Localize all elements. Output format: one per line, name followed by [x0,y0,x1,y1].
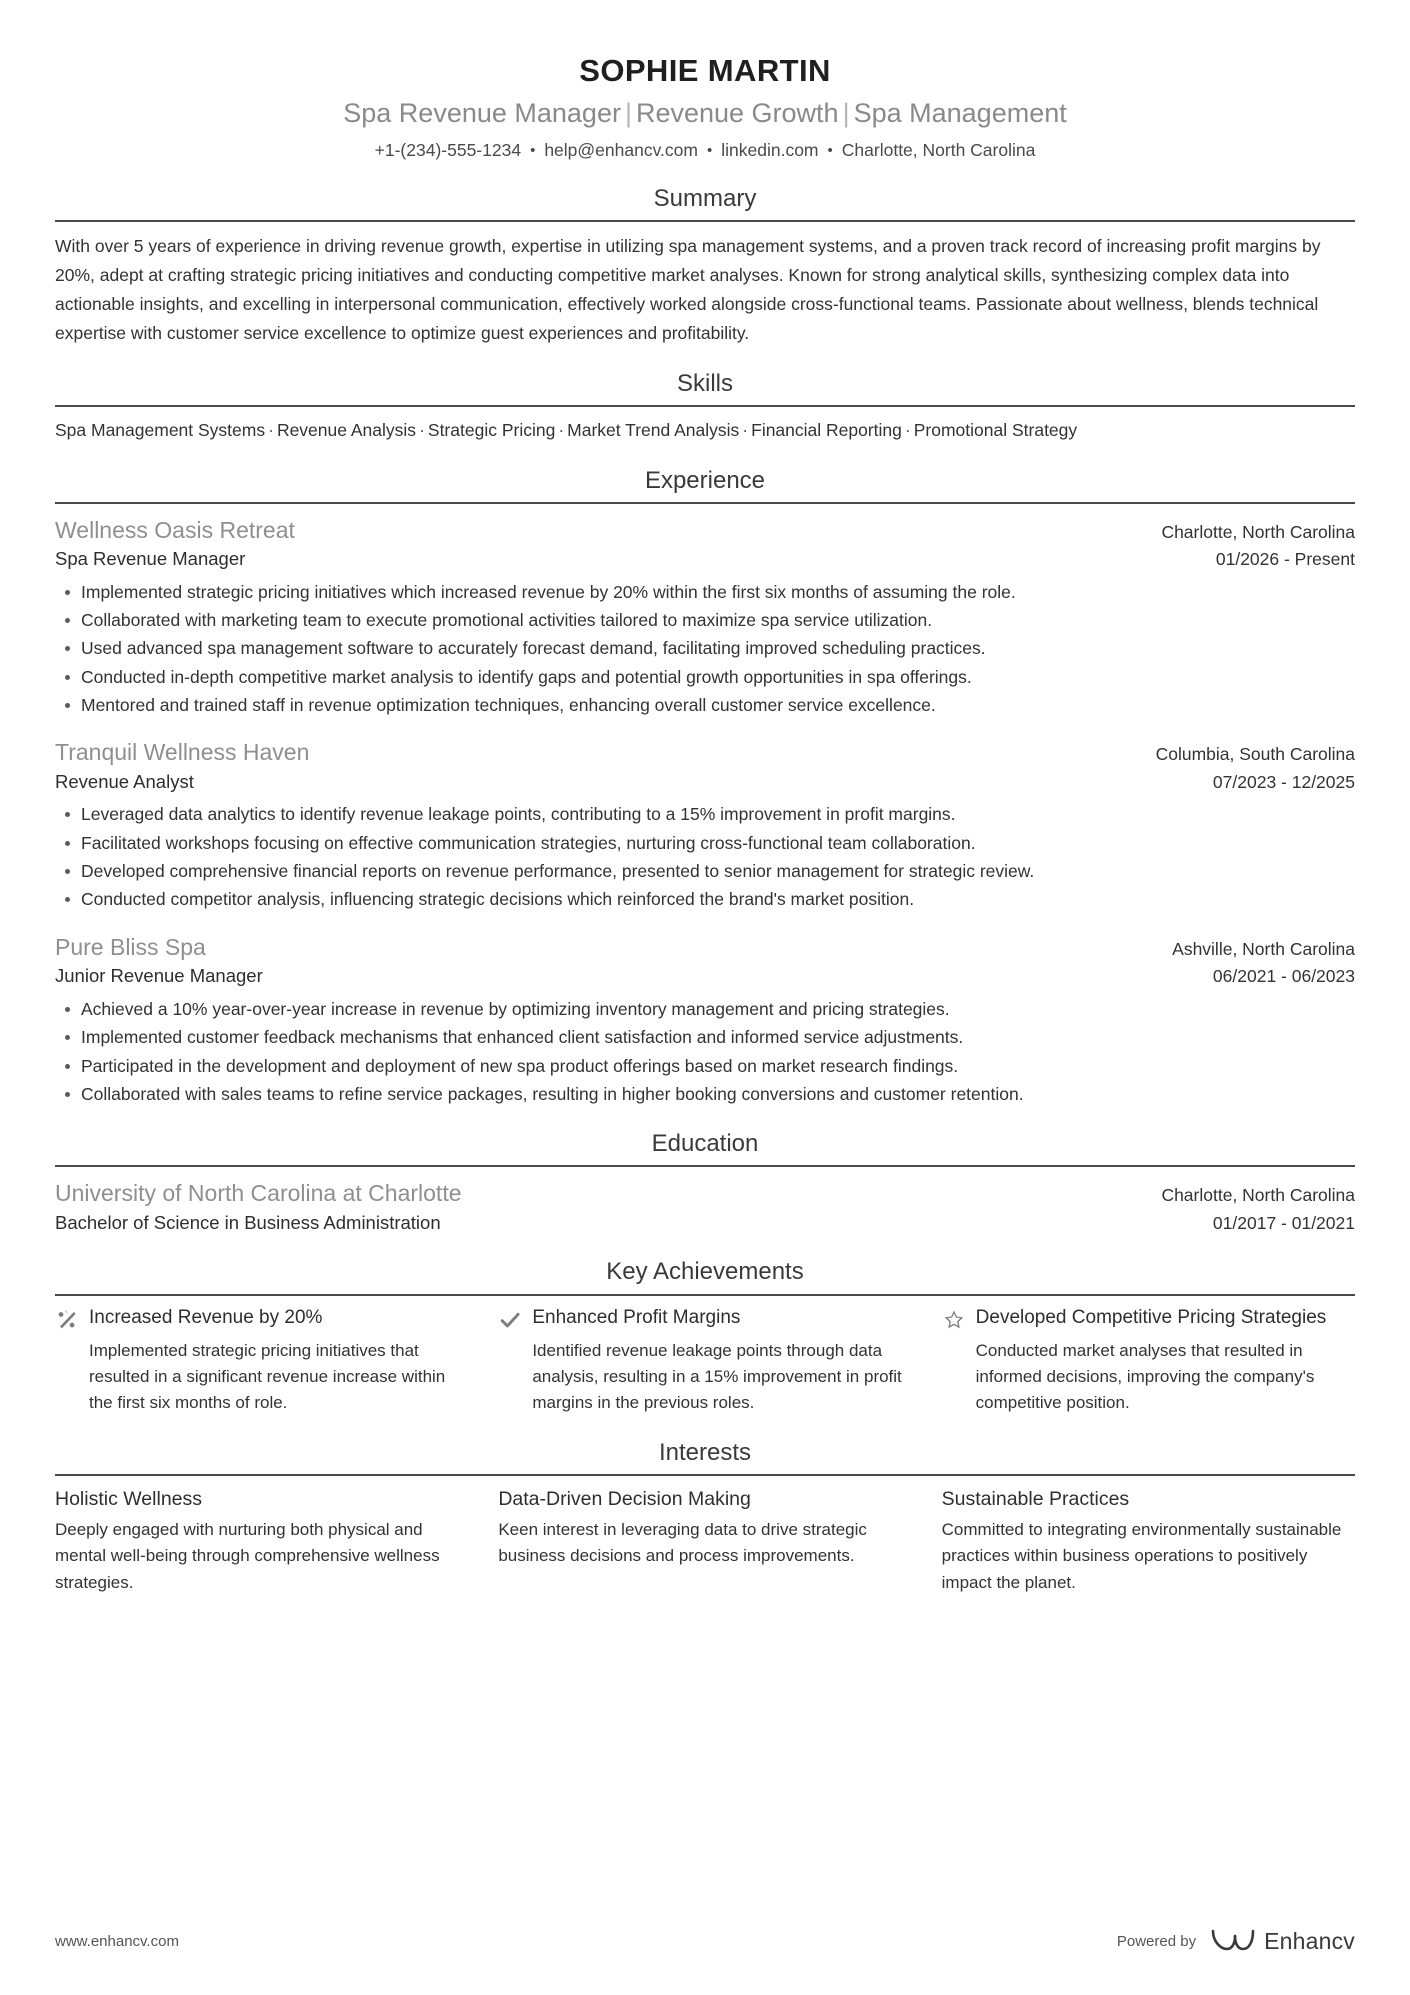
experience-role-row [55,546,1355,573]
section-divider [55,1165,1355,1167]
section-divider [55,502,1355,504]
skill-item: Strategic Pricing [427,420,556,441]
contact-line [55,138,1355,163]
section-divider [55,220,1355,222]
experience-bullet: Implemented strategic pricing initiatives which increased revenue by 20% within the first six months of assuming the role. [55,578,1355,606]
experience-bullet: Conducted competitor analysis, influencing strategic decisions which reinforced the brand's market position. [55,885,1355,913]
skill-separator: · [558,420,565,441]
key-achievement-title: Increased Revenue by 20% [89,1306,323,1328]
experience-company: Pure Bliss Spa [55,933,206,960]
footer-website-link[interactable]: www.enhancv.com [55,1933,179,1950]
experience-company-row [55,931,1355,963]
interest-title: Sustainable Practices [941,1487,1130,1510]
key-achievements-grid [55,1306,1355,1417]
key-achievement-description: Conducted market analyses that resulted in informed decisions, improving the company's competitive position. [975,1340,1315,1413]
interest-description: Keen interest in leveraging data to drive strategic business decisions and process improvements. [498,1520,867,1566]
skill-separator: · [419,420,425,441]
section-divider [55,405,1355,407]
section-title-experience: Experience [644,466,766,494]
contact-separator: • [530,142,536,160]
experience-company: Wellness Oasis Retreat [55,516,295,543]
experience-bullet: Leveraged data analytics to identify revenue leakage points, contributing to a 15% improvement in profit margins. [55,800,1355,828]
skills-list [55,417,1355,444]
footer-branding [1117,1926,1355,1957]
interest-description: Deeply engaged with nurturing both physical and mental well-being through comprehensive wellness strategies. [55,1520,440,1592]
experience-company-row [55,514,1355,546]
skill-separator: · [904,420,911,441]
experience-role: Spa Revenue Manager [55,547,246,569]
experience-bullet: Participated in the development and deployment of new spa product offerings based on market research findings. [55,1052,1355,1080]
section-experience [55,465,1355,1109]
skill-item: Market Trend Analysis [567,420,740,441]
skill-item: Revenue Analysis [276,420,417,441]
experience-bullet: Facilitated workshops focusing on effective communication strategies, nurturing cross-functional team collaboration. [55,829,1355,857]
experience-list [55,514,1355,1108]
skill-separator: · [742,420,749,441]
experience-location: Ashville, North Carolina [1172,938,1355,959]
section-title-key-achievements: Key Achievements [606,1258,804,1286]
experience-bullet: Achieved a 10% year-over-year increase in revenue by optimizing inventory management and pricing strategies. [55,995,1355,1023]
headline-separator: | [624,97,632,128]
candidate-name: SOPHIE MARTIN [579,53,831,88]
experience-location: Columbia, South Carolina [1155,744,1355,765]
skill-item: Promotional Strategy [913,420,1078,441]
contact-phone: +1-(234)-555-1234 [374,140,522,161]
interest-title: Holistic Wellness [55,1487,203,1510]
experience-bullet: Conducted in-depth competitive market analysis to identify gaps and potential growth opportunities in spa offerings. [55,663,1355,691]
headline-part: Revenue Growth [635,97,839,128]
interest-description: Committed to integrating environmentally sustainable practices within business operations to positively impact the planet. [941,1520,1342,1592]
section-title-education: Education [651,1130,759,1158]
section-divider [55,1474,1355,1476]
skill-separator: · [268,420,274,441]
summary-text: With over 5 years of experience in driving revenue growth, expertise in utilizing spa management systems, and a proven track record of increasing profit margins by 20%, adept at crafting strategic pricing initiatives and conducting competitive market analyses. Known for strong analytical skills, synthesizing complex data into actionable insights, and excelling in interpersonal communication, effectively worked alongside cross-functional teams. Passionate about wellness, blends technical expertise with customer service excellence to optimize guest experiences and profitability. [55,235,1321,344]
section-divider [55,1294,1355,1296]
interest-item [498,1486,911,1596]
experience-company-row [55,736,1355,768]
experience-location: Charlotte, North Carolina [1161,521,1355,542]
contact-email[interactable]: help@enhancv.com [544,140,698,161]
section-title-skills: Skills [676,370,733,398]
interest-item [55,1486,468,1596]
experience-bullet: Mentored and trained staff in revenue optimization techniques, enhancing overall customer service excellence. [55,691,1355,719]
experience-role: Revenue Analyst [55,770,194,792]
growth-percent-icon [55,1308,79,1332]
enhancv-logo [1210,1926,1355,1957]
resume-footer [55,1926,1355,1957]
key-achievement-description: Identified revenue leakage points through data analysis, resulting in a 15% improvement in profit margins in the previous roles. [532,1340,902,1413]
checkmark-icon [498,1308,522,1332]
headline-part: Spa Revenue Manager [343,97,621,128]
key-achievement-header [55,1306,468,1332]
key-achievement-header [942,1306,1355,1332]
experience-bullet: Implemented customer feedback mechanisms that enhanced client satisfaction and informed service adjustments. [55,1023,1355,1051]
headline-part: Spa Management [853,97,1067,128]
candidate-headline [55,95,1355,131]
experience-role-row [55,963,1355,990]
key-achievement-item [498,1306,911,1417]
education-list [55,1177,1355,1236]
section-education [55,1128,1355,1236]
education-degree: Bachelor of Science in Business Administration [55,1211,441,1233]
contact-separator: • [706,142,713,160]
experience-bullets [55,800,1355,913]
section-title-summary: Summary [653,184,757,212]
section-interests [55,1437,1355,1597]
enhancv-wordmark: Enhancv [1264,1928,1355,1954]
experience-bullet: Collaborated with marketing team to execute promotional activities tailored to maximize spa service utilization. [55,606,1355,634]
experience-entry [55,931,1355,1108]
enhancv-mark-icon [1210,1926,1256,1957]
interest-title: Data-Driven Decision Making [498,1487,751,1510]
key-achievement-title: Developed Competitive Pricing Strategies [975,1306,1327,1328]
key-achievement-item [942,1306,1355,1417]
section-skills [55,368,1355,444]
powered-by-label: Powered by [1116,1933,1197,1950]
experience-bullets [55,578,1355,720]
experience-dates: 06/2021 - 06/2023 [1212,966,1355,987]
experience-bullet: Collaborated with sales teams to refine service packages, resulting in higher booking conversions and customer retention. [55,1080,1355,1108]
experience-entry [55,736,1355,913]
education-entry [55,1177,1355,1236]
education-dates: 01/2017 - 01/2021 [1212,1212,1355,1233]
experience-dates: 07/2023 - 12/2025 [1212,771,1355,792]
interest-item [942,1486,1355,1596]
experience-entry [55,514,1355,720]
experience-bullet: Developed comprehensive financial reports on revenue performance, presented to senior management for strategic review. [55,857,1355,885]
experience-bullet: Used advanced spa management software to accurately forecast demand, facilitating improved scheduling practices. [55,634,1355,662]
resume-header [55,40,1355,163]
education-school: University of North Carolina at Charlotte [55,1180,462,1207]
interests-grid [55,1486,1355,1596]
key-achievement-header [498,1306,911,1332]
experience-role-row [55,769,1355,796]
experience-company: Tranquil Wellness Haven [55,739,310,766]
section-key-achievements [55,1256,1355,1416]
education-degree-row [55,1210,1355,1237]
headline-separator: | [842,97,850,128]
contact-linkedin[interactable]: linkedin.com [721,140,819,161]
section-title-interests: Interests [658,1438,752,1466]
key-achievement-item [55,1306,468,1417]
contact-separator: • [827,142,833,160]
contact-location: Charlotte, North Carolina [841,140,1036,161]
education-location: Charlotte, North Carolina [1161,1185,1355,1206]
key-achievement-description: Implemented strategic pricing initiatives that resulted in a significant revenue increase within the first six months of role. [89,1340,446,1413]
experience-bullets [55,995,1355,1108]
skill-item: Financial Reporting [751,420,902,441]
section-summary [55,183,1355,348]
experience-role: Junior Revenue Manager [55,965,263,987]
experience-dates: 01/2026 - Present [1215,548,1355,569]
key-achievement-title: Enhanced Profit Margins [532,1306,741,1328]
skill-item: Spa Management Systems [55,420,266,441]
education-school-row [55,1177,1355,1209]
star-icon [942,1308,966,1332]
